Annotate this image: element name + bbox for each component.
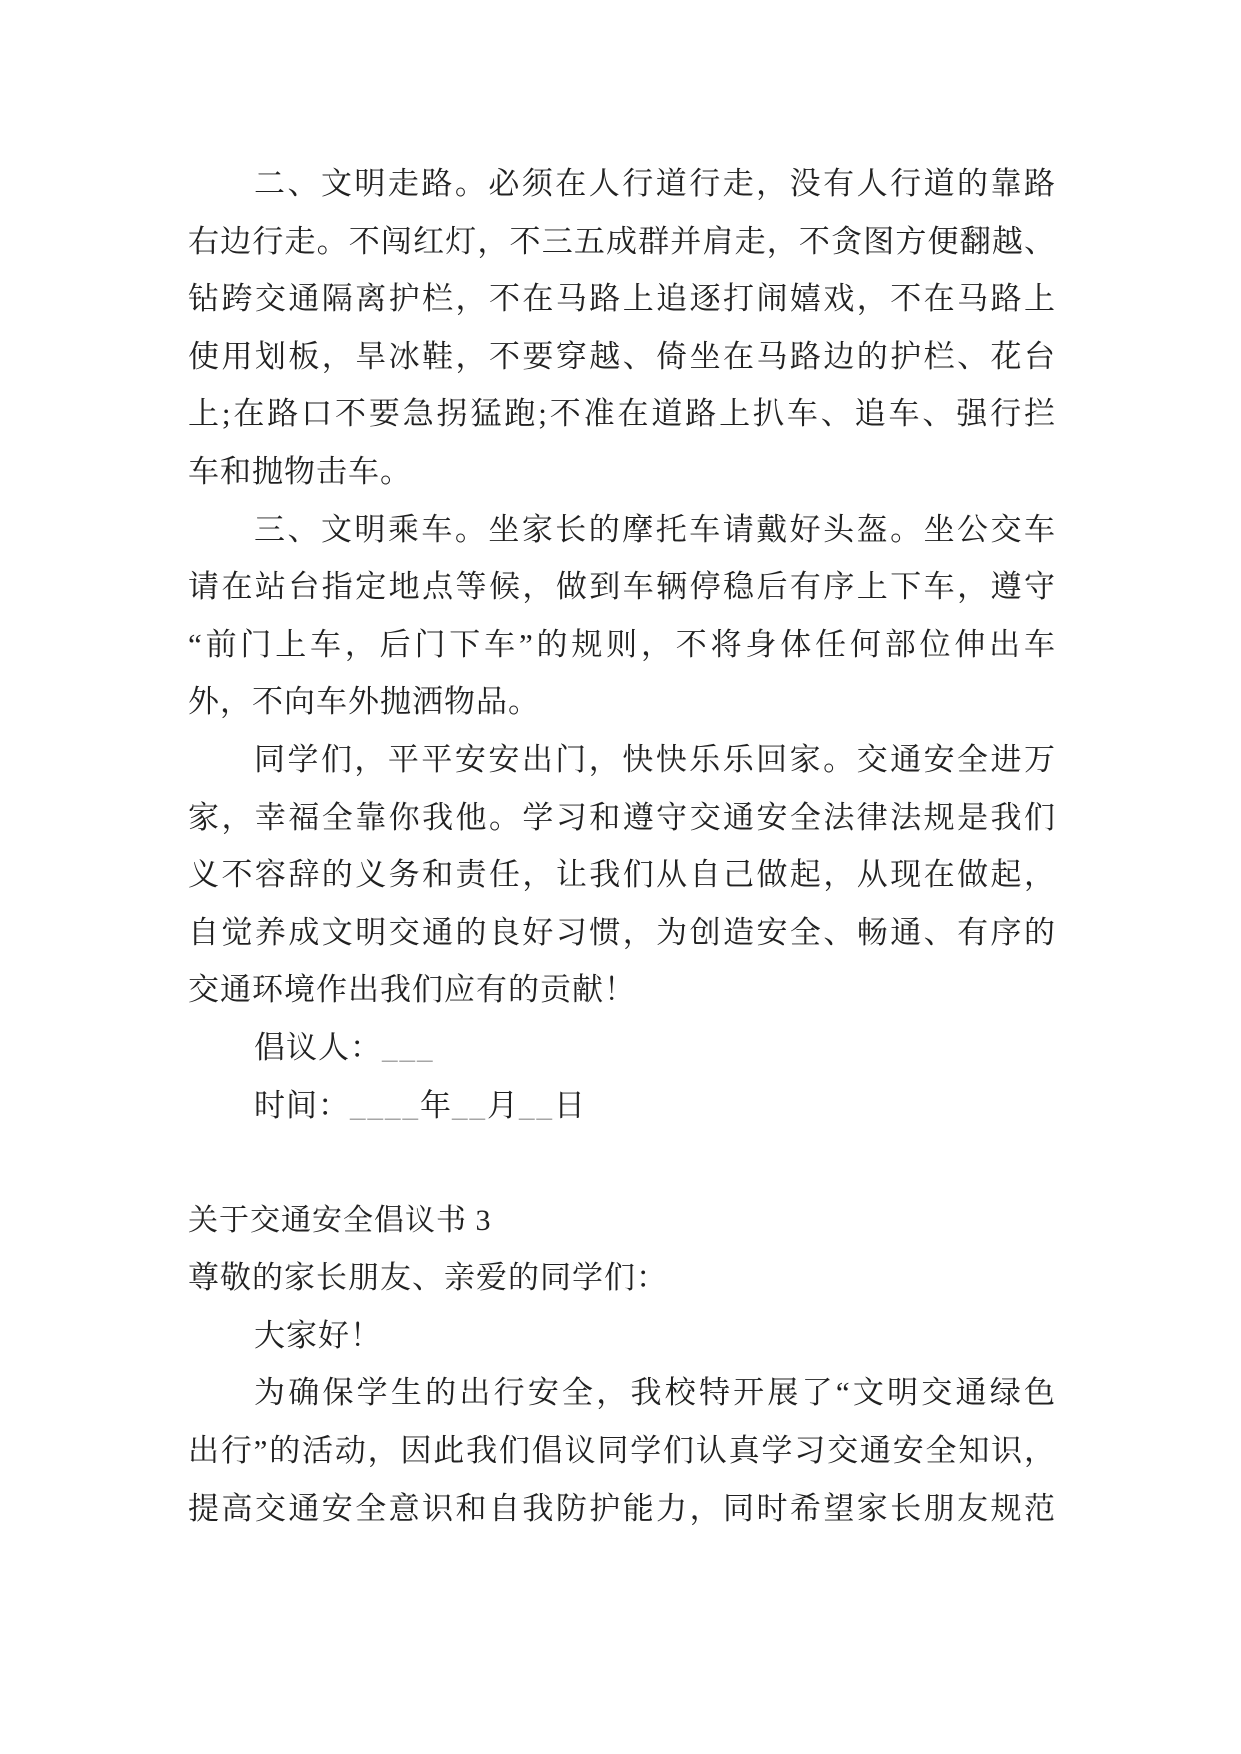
para-walking-line-3: 钻跨交通隔离护栏，不在马路上追逐打闹嬉戏，不在马路上 [188, 281, 1056, 317]
para-walking-line-2: 右边行走。不闯红灯，不三五成群并肩走，不贪图方便翻越、 [188, 223, 1056, 259]
day-unit: 日 [554, 1087, 586, 1123]
section3-opening-line-1: 为确保学生的出行安全，我校特开展了“文明交通绿色 [254, 1375, 1056, 1411]
month-blank-line: __ [452, 1087, 487, 1123]
year-unit: 年 [420, 1087, 452, 1123]
section3-opening-line-2: 出行”的活动，因此我们倡议同学们认真学习交通安全知识， [188, 1433, 1056, 1469]
para-walking-line-5: 上;在路口不要急拐猛跑;不准在道路上扒车、追车、强行拦 [188, 396, 1056, 432]
para-riding-line-4: 外，不向车外抛洒物品。 [188, 684, 540, 720]
para-closing-line-1: 同学们，平平安安出门，快快乐乐回家。交通安全进万 [254, 741, 1056, 777]
signature-date-line [188, 1077, 1056, 1135]
para-walking-line-4: 使用划板，旱冰鞋，不要穿越、倚坐在马路边的护栏、花台 [188, 338, 1056, 374]
para-riding-line-1: 三、文明乘车。坐家长的摩托车请戴好头盔。坐公交车 [254, 511, 1056, 547]
para-riding-line-3: “前门上车，后门下车”的规则，不将身体任何部位伸出车 [188, 626, 1056, 662]
section3-opening-line-3: 提高交通安全意识和自我防护能力，同时希望家长朋友规范 [188, 1490, 1056, 1526]
signature-proposer-line [188, 1019, 1056, 1077]
section3-heading: 关于交通安全倡议书 3 [188, 1203, 492, 1237]
month-unit: 月 [487, 1087, 519, 1123]
para-closing-line-4: 自觉养成文明交通的良好习惯，为创造安全、畅通、有序的 [188, 914, 1056, 950]
year-blank-line: ____ [350, 1087, 420, 1123]
section3-greeting: 大家好！ [254, 1317, 382, 1353]
day-blank-line: __ [519, 1087, 554, 1123]
proposer-label: 倡议人： [254, 1029, 382, 1065]
para-riding-line-2: 请在站台指定地点等候，做到车辆停稳后有序上下车，遵守 [188, 569, 1056, 605]
para-closing-line-3: 义不容辞的义务和责任，让我们从自己做起，从现在做起， [188, 857, 1056, 893]
para-closing-line-5: 交通环境作出我们应有的贡献！ [188, 972, 636, 1008]
blank-line [188, 1134, 1056, 1192]
para-walking-line-1: 二、文明走路。必须在人行道行走，没有人行道的靠路 [254, 166, 1056, 201]
proposer-blank-line: ___ [382, 1029, 435, 1065]
para-walking-line-6: 车和抛物击车。 [188, 453, 412, 489]
time-label: 时间： [254, 1087, 350, 1123]
para-closing-line-2: 家，幸福全靠你我他。学习和遵守交通安全法律法规是我们 [188, 799, 1056, 835]
section3-salutation: 尊敬的家长朋友、亲爱的同学们： [188, 1260, 668, 1296]
